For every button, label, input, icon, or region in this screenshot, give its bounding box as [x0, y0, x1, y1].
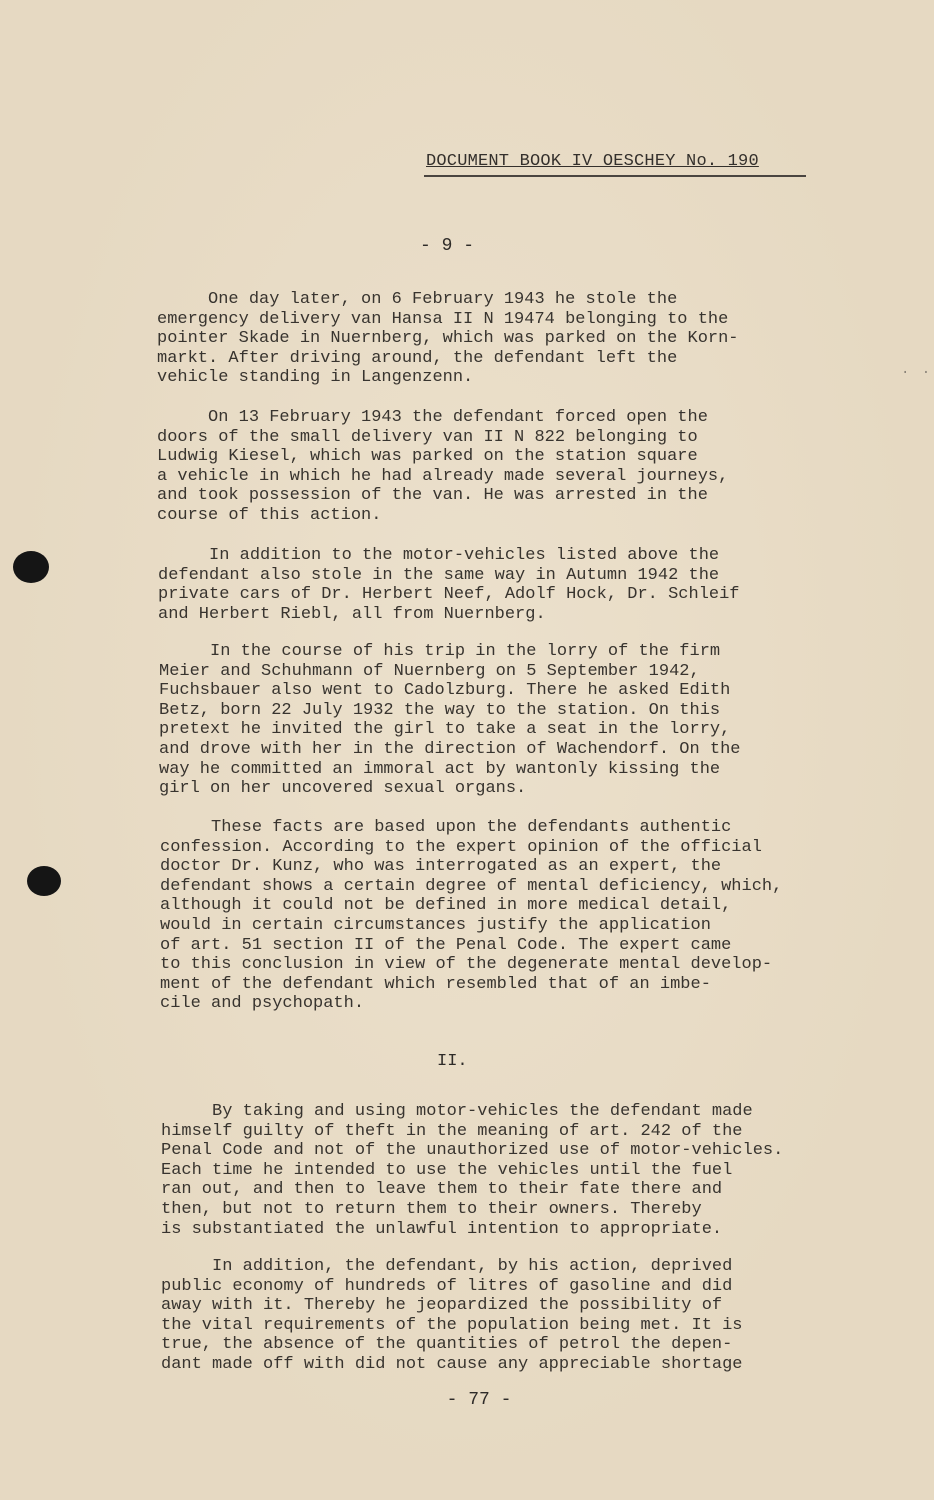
page-number-top: - 9 - [419, 236, 474, 256]
section-heading: II. [437, 1052, 468, 1071]
margin-mark-icon: · · [901, 365, 933, 381]
paragraph-2: On 13 February 1943 the defendant forced open the doors of the small delivery van II N 822 belonging to Ludwig Kiesel, which was parked on the station square a vehicle in which he had already made several journeys, and took possession of the van. He was arrested in the course of this action. [157, 408, 729, 525]
paragraph-6: By taking and using motor-vehicles the defendant made himself guilty of theft in the meaning of art. 242 of the Penal Code and not of the unauthorized use of motor-vehicles. Each time he intended to use the vehicles until the fuel ran out, and then to leave them to their fate there and then, but not to return them to their owners. Thereby is substantiated the unlawful intention to appropriate. [161, 1102, 784, 1239]
punch-hole-icon [13, 551, 49, 583]
paragraph-7: In addition, the defendant, by his action, deprived public economy of hundreds of litres of gasoline and did away with it. Thereby he jeopardized the possibility of the vital requirements of the population being met. It is true, the absence of the quantities of petrol the depen- dant made off with did not cause any appreciable shortage [161, 1257, 743, 1374]
paragraph-5: These facts are based upon the defendants authentic confession. According to the expert opinion of the official doctor Dr. Kunz, who was interrogated as an expert, the defendant shows a certain degree of mental deficiency, which, although it could not be defined in more medical detail, would in certain circumstances justify the application of art. 51 section II of the Penal Code. The expert came to this conclusion in view of the degenerate mental develop- ment of the defendant which resembled that of an imbe- cile and psychopath. [160, 818, 783, 1014]
paragraph-1: One day later, on 6 February 1943 he stole the emergency delivery van Hansa II N 19474 belonging to the pointer Skade in Nuernberg, which was parked on the Korn- markt. After driving around, the defendant left the vehicle standing in Langenzenn. [157, 290, 739, 388]
document-header: DOCUMENT BOOK IV OESCHEY No. 190 [426, 152, 759, 171]
paragraph-3: In addition to the motor-vehicles listed above the defendant also stole in the same way in Autumn 1942 the private cars of Dr. Herbert Neef, Adolf Hock, Dr. Schleif and Herbert Riebl, all from Nuernberg. [158, 546, 740, 624]
page-number-bottom: - 77 - [446, 1390, 512, 1410]
header-underline [424, 175, 806, 177]
paragraph-4: In the course of his trip in the lorry of the firm Meier and Schuhmann of Nuernberg on 5 September 1942, Fuchsbauer also went to Cadolzburg. There he asked Edith Betz, born 22 July 1932 the way to the station. On this pretext he invited the girl to take a seat in the lorry, and drove with her in the direction of Wachendorf. On the way he committed an immoral act by wantonly kissing the girl on her uncovered sexual organs. [159, 642, 741, 799]
punch-hole-icon [27, 866, 61, 896]
